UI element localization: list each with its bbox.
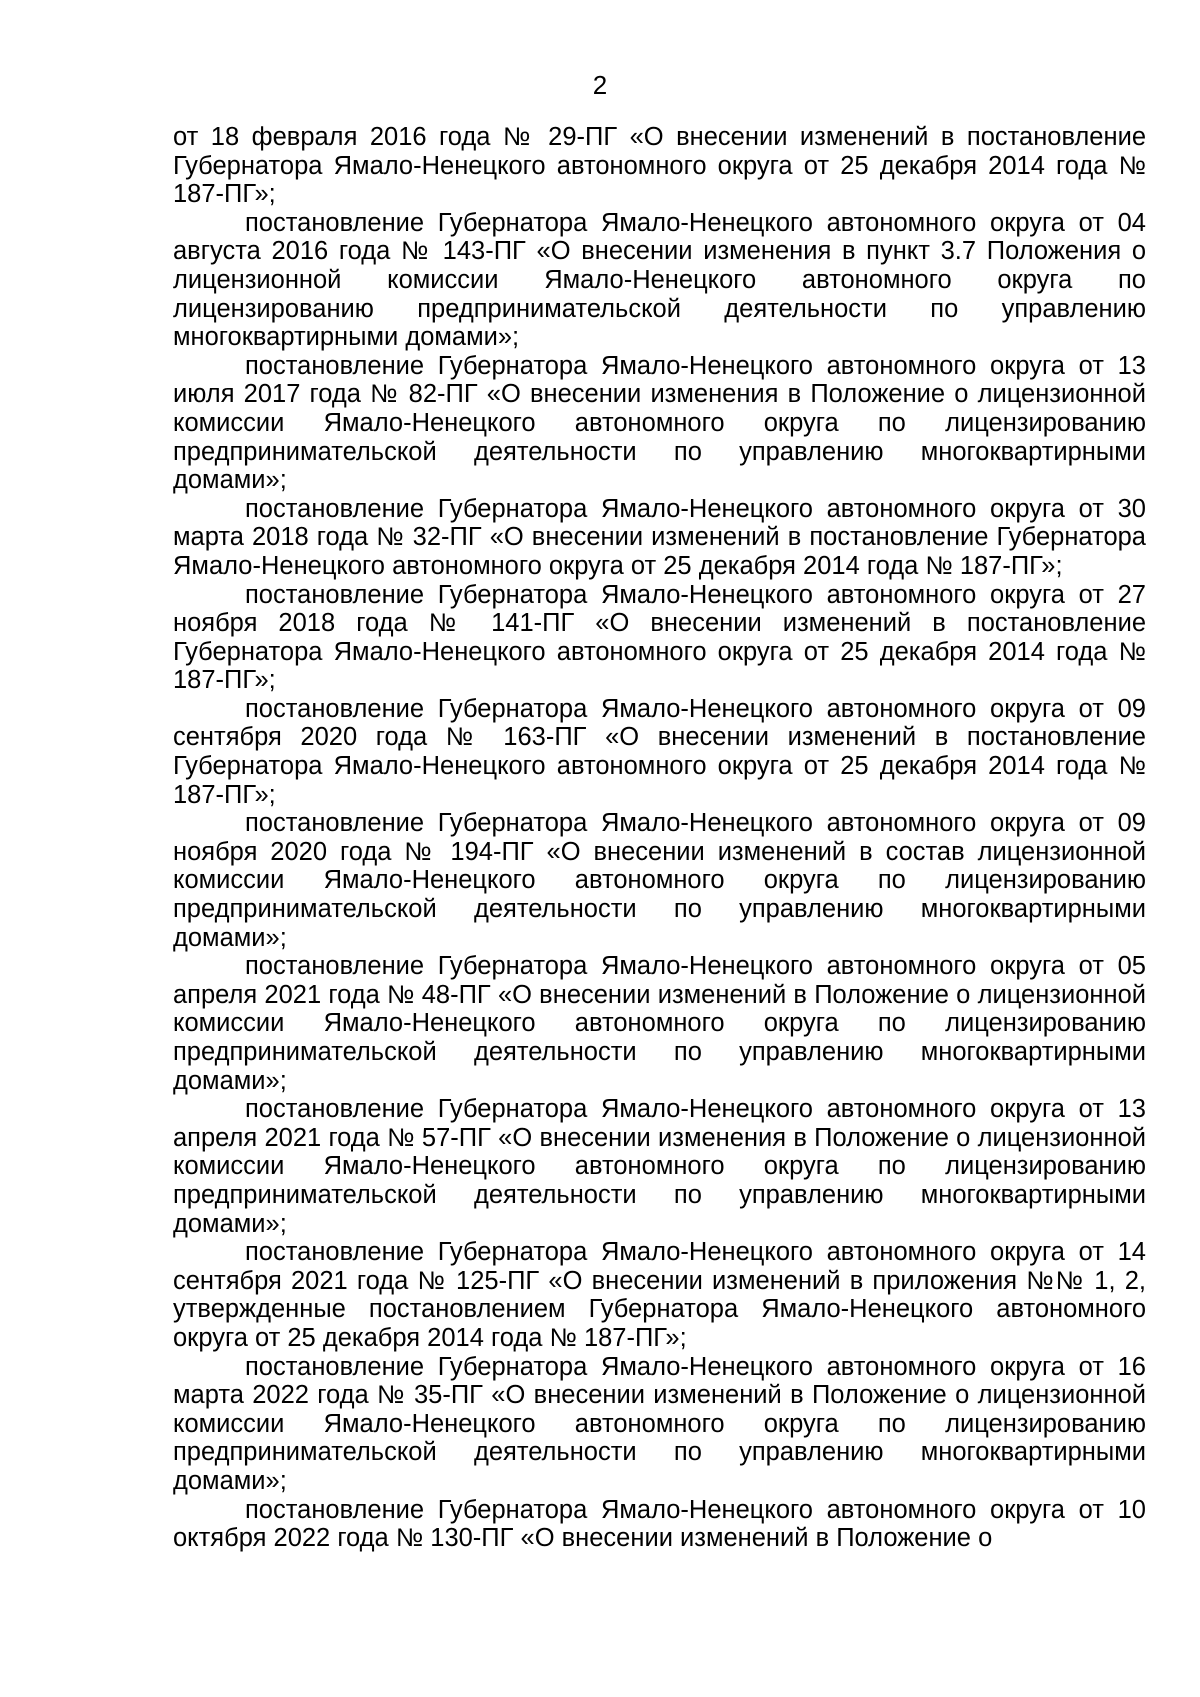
paragraph-6: постановление Губернатора Ямало-Ненецкого автономного округа от 09 сентября 2020 года № 163-ПГ «О внесении изменений в постановление Губернатора Ямало-Ненецкого автономного округа от 25 декабря 2014 года № 187-ПГ»; — [173, 694, 1146, 809]
paragraph-9: постановление Губернатора Ямало-Ненецкого автономного округа от 13 апреля 2021 года № 57-ПГ «О внесении изменения в Положение о лицензионной комиссии Ямало-Ненецкого автономного округа по лицензированию предпринимательской деятельности по управлению многоквартирными домами»; — [173, 1095, 1146, 1238]
paragraph-2: постановление Губернатора Ямало-Ненецкого автономного округа от 04 августа 2016 года № 143-ПГ «О внесении изменения в пункт 3.7 Положения о лицензионной комиссии Ямало-Ненецкого автономного округа по лицензированию предпринимательской деятельности по управлению многоквартирными домами»; — [173, 208, 1146, 352]
paragraph-4: постановление Губернатора Ямало-Ненецкого автономного округа от 30 марта 2018 года № 32-ПГ «О внесении изменений в постановление Губернатора Ямало-Ненецкого автономного округа от 25 декабря 2014 года № 187-ПГ»; — [173, 494, 1146, 580]
document-body — [173, 123, 1146, 1553]
paragraph-12: постановление Губернатора Ямало-Ненецкого автономного округа от 10 октября 2022 года № 130-ПГ «О внесении изменений в Положение о — [173, 1495, 1146, 1553]
page-number: 2 — [592, 70, 608, 100]
paragraph-10: постановление Губернатора Ямало-Ненецкого автономного округа от 14 сентября 2021 года № 125-ПГ «О внесении изменений в приложения №№ 1, 2, утвержденные постановлением Губернатора Ямало-Ненецкого автономного округа от 25 декабря 2014 года № 187-ПГ»; — [173, 1238, 1146, 1352]
paragraph-8: постановление Губернатора Ямало-Ненецкого автономного округа от 05 апреля 2021 года № 48-ПГ «О внесении изменений в Положение о лицензионной комиссии Ямало-Ненецкого автономного округа по лицензированию предпринимательской деятельности по управлению многоквартирными домами»; — [173, 952, 1146, 1095]
paragraph-7: постановление Губернатора Ямало-Ненецкого автономного округа от 09 ноября 2020 года № 194-ПГ «О внесении изменений в состав лицензионной комиссии Ямало-Ненецкого автономного округа по лицензированию предпринимательской деятельности по управлению многоквартирными домами»; — [173, 809, 1146, 952]
paragraph-1: от 18 февраля 2016 года № 29-ПГ «О внесении изменений в постановление Губернатора Ямало-Ненецкого автономного округа от 25 декабря 2014 года № 187-ПГ»; — [173, 123, 1146, 209]
paragraph-5: постановление Губернатора Ямало-Ненецкого автономного округа от 27 ноября 2018 года № 141-ПГ «О внесении изменений в постановление Губернатора Ямало-Ненецкого автономного округа от 25 декабря 2014 года № 187-ПГ»; — [173, 580, 1146, 695]
paragraph-3: постановление Губернатора Ямало-Ненецкого автономного округа от 13 июля 2017 года № 82-ПГ «О внесении изменения в Положение о лицензионной комиссии Ямало-Ненецкого автономного округа по лицензированию предпринимательской деятельности по управлению многоквартирными домами»; — [173, 351, 1146, 495]
paragraph-11: постановление Губернатора Ямало-Ненецкого автономного округа от 16 марта 2022 года № 35-ПГ «О внесении изменений в Положение о лицензионной комиссии Ямало-Ненецкого автономного округа по лицензированию предпринимательской деятельности по управлению многоквартирными домами»; — [173, 1352, 1146, 1495]
